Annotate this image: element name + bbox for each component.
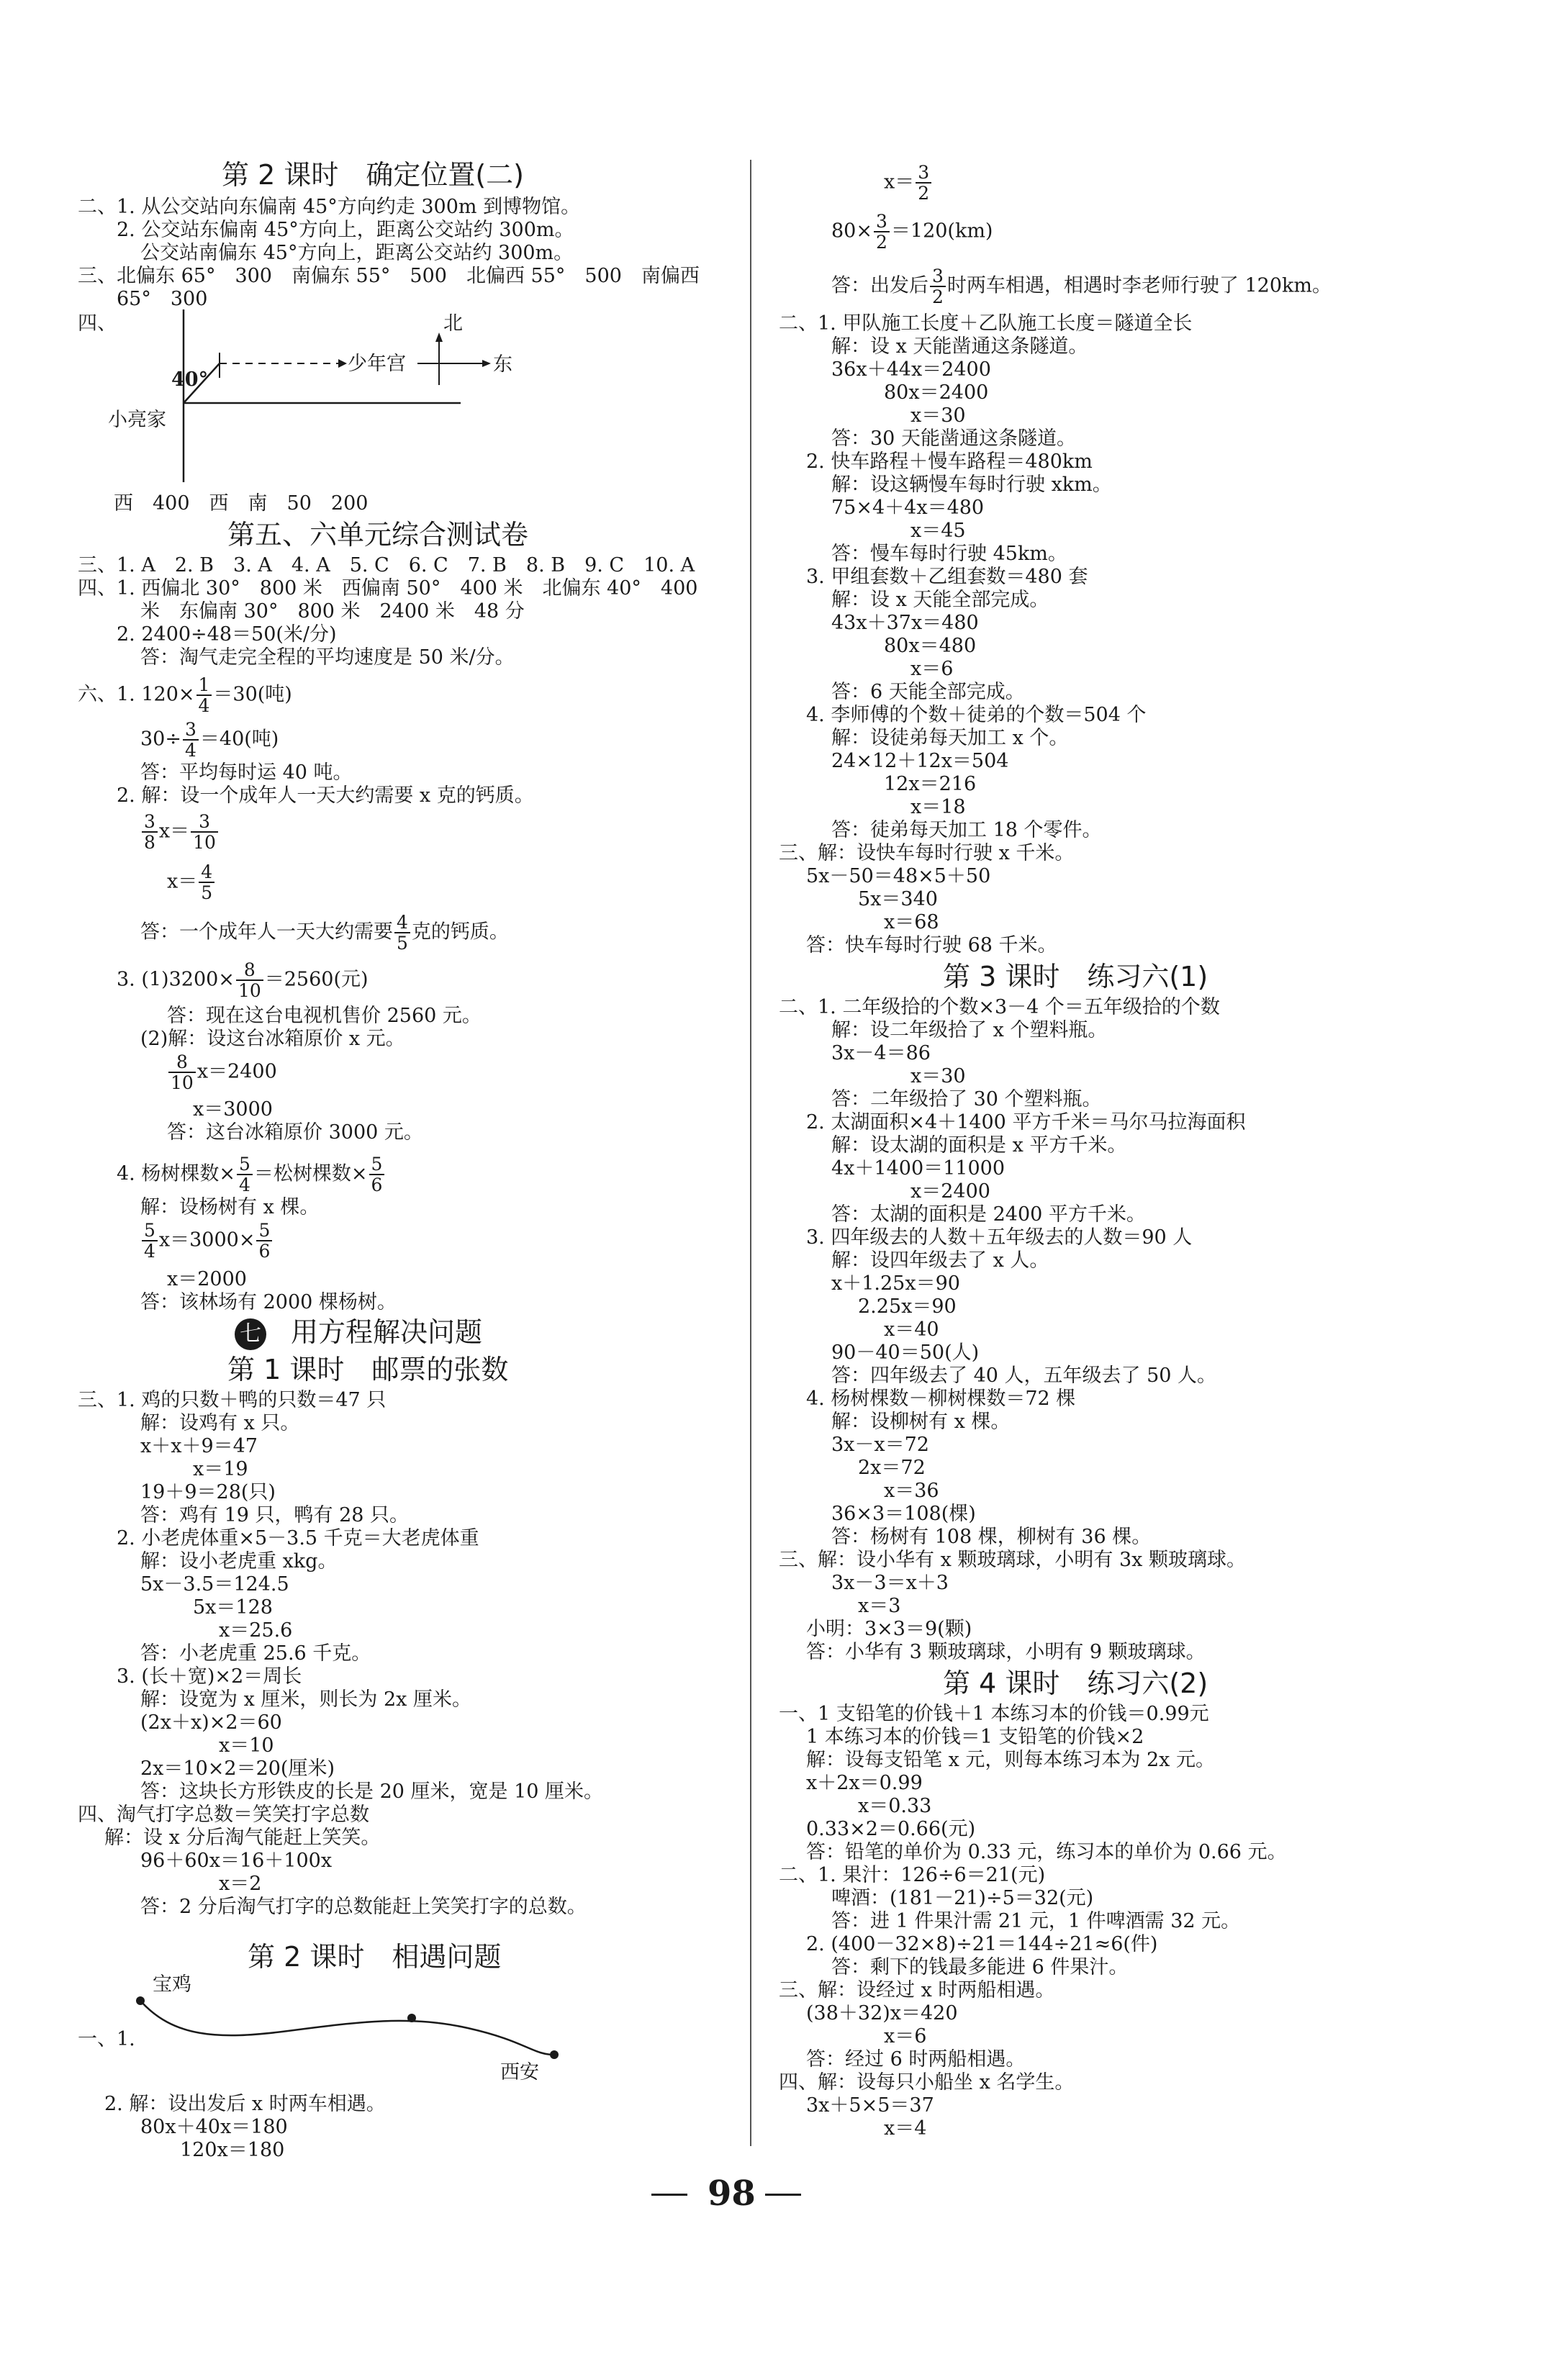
fraction-line: 答：出发后 $\frac{3}{2}$ 时两车相遇，相遇时李老师行驶了 120km。 — [831, 266, 1332, 307]
answer-line: 2. 解：设一个成年人一天大约需要 x 克的钙质。 — [117, 784, 534, 807]
answer-line: 答：这台冰箱原价 3000 元。 — [167, 1121, 423, 1144]
answer-line: 2.25x＝90 — [858, 1295, 957, 1318]
section-title: 第 4 课时 练习六(2) — [943, 1668, 1208, 1699]
answer-line: 2. 2400÷48＝50(米/分) — [117, 623, 337, 646]
answer-line: 三、北偏东 65° 300 南偏东 55° 500 北偏西 55° 500 南偏西 — [78, 265, 700, 287]
answer-line: 三、1. A 2. B 3. A 4. A 5. C 6. C 7. B 8. B 9. C 10. A — [78, 554, 695, 576]
section-title: 第 2 课时 确定位置(二) — [222, 159, 524, 191]
answer-line: 12x＝216 — [884, 773, 977, 795]
answer-line: 19＋9＝28(只) — [140, 1481, 276, 1503]
north-label: 北 — [443, 312, 463, 335]
answer-line: (2)解：设这台冰箱原价 x 元。 — [140, 1028, 405, 1050]
fraction-line: x＝ $\frac{4}{5}$ — [167, 862, 216, 902]
answer-line: 答：慢车每时行驶 45km。 — [831, 543, 1067, 565]
answer-line: 米 东偏南 30° 800 米 2400 米 48 分 — [140, 600, 525, 623]
east-label: 东 — [493, 353, 512, 376]
answer-line: 答：进 1 件果汁需 21 元，1 件啤酒需 32 元。 — [831, 1910, 1241, 1932]
answer-line: 答：30 天能凿通这条隧道。 — [831, 427, 1076, 450]
section-title: 第 3 课时 练习六(1) — [943, 961, 1208, 992]
answer-line: 5x＝340 — [858, 888, 938, 910]
answer-line: 四、1. 西偏北 30° 800 米 西偏南 50° 400 米 北偏东 40° 400 — [78, 577, 698, 599]
answer-line: 三、解：设经过 x 时两船相遇。 — [779, 1979, 1055, 2001]
palace-label: 少年宫 — [348, 353, 406, 375]
answer-line: 答：二年级拾了 30 个塑料瓶。 — [831, 1088, 1102, 1110]
start-city-label: 宝鸡 — [153, 1973, 191, 1996]
answer-line: 解：设每支铅笔 x 元，则每本练习本为 2x 元。 — [806, 1749, 1215, 1771]
answer-line: 24×12＋12x＝504 — [831, 750, 1009, 772]
answer-line: 答：6 天能全部完成。 — [831, 681, 1025, 703]
answer-line: 四、 — [78, 312, 117, 335]
answer-line: 答：太湖的面积是 2400 平方千米。 — [831, 1203, 1146, 1226]
answer-line: 三、解：设快车每时行驶 x 千米。 — [779, 842, 1075, 864]
answer-line: 5x－50＝48×5＋50 — [806, 865, 991, 887]
end-city-label: 西安 — [500, 2061, 539, 2083]
fraction-line: 4. 杨树棵数× $\frac{5}{4}$ ＝松树棵数× $\frac{5}{6}$ — [117, 1154, 386, 1195]
answer-line: 65° 300 — [117, 288, 208, 310]
answer-line: 96＋60x＝16＋100x — [140, 1850, 333, 1872]
answer-line: 4. 杨树棵数－柳树棵数＝72 棵 — [806, 1388, 1076, 1410]
route-diagram — [130, 1986, 561, 2073]
fraction-line: $\frac{3}{8}$ x＝ $\frac{3}{10}$ — [140, 812, 220, 852]
page-number-dash — [651, 2194, 687, 2196]
angle-label: 40° — [171, 368, 209, 391]
answer-line: 解：设 x 天能凿通这条隧道。 — [831, 335, 1088, 358]
answer-line: (2x＋x)×2＝60 — [140, 1711, 282, 1734]
answer-line: 4. 李师傅的个数＋徒弟的个数＝504 个 — [806, 704, 1147, 726]
answer-line: 答：小华有 3 颗玻璃球，小明有 9 颗玻璃球。 — [806, 1641, 1206, 1663]
fraction-line: 答：一个成年人一天大约需要 $\frac{4}{5}$ 克的钙质。 — [140, 912, 509, 954]
answer-line: x＝36 — [884, 1480, 939, 1502]
section-title: 第五、六单元综合测试卷 — [227, 519, 529, 551]
answer-line: 1 本练习本的价钱＝1 支铅笔的价钱×2 — [806, 1726, 1144, 1748]
fraction-line: $\frac{8}{10}$ x＝2400 — [167, 1052, 277, 1092]
answer-line: 三、1. 鸡的只数＋鸭的只数＝47 只 — [78, 1389, 387, 1411]
answer-line: 80x＋40x＝180 — [140, 2116, 288, 2138]
answer-line: 四、解：设每只小船坐 x 名学生。 — [779, 2071, 1075, 2094]
answer-line: x＋x＋9＝47 — [140, 1435, 258, 1457]
answer-line: 5x＝128 — [193, 1596, 273, 1619]
answer-line: 80x＝2400 — [884, 381, 989, 404]
fraction-line: 80× $\frac{3}{2}$ ＝120(km) — [831, 211, 993, 253]
answer-line: x＝30 — [910, 404, 966, 427]
answer-line: 解：设鸡有 x 只。 — [140, 1412, 300, 1434]
answer-line: (38＋32)x＝420 — [806, 2002, 958, 2024]
answer-line: 解：设柳树有 x 棵。 — [831, 1411, 1011, 1433]
answer-line: 解：设这辆慢车每时行驶 xkm。 — [831, 474, 1112, 496]
answer-line: 答：四年级去了 40 人，五年级去了 50 人。 — [831, 1365, 1217, 1387]
answer-line: 答：杨树有 108 棵，柳树有 36 棵。 — [831, 1526, 1152, 1548]
answer-line: x＝6 — [910, 658, 954, 680]
answer-line: 答：鸡有 19 只，鸭有 28 只。 — [140, 1504, 410, 1526]
fraction-line: 30÷ $\frac{3}{4}$ ＝40(吨) — [140, 719, 279, 761]
home-label: 小亮家 — [108, 409, 166, 431]
answer-line: 三、解：设小华有 x 颗玻璃球，小明有 3x 颗玻璃球。 — [779, 1549, 1246, 1571]
answer-line: x＝30 — [910, 1065, 966, 1087]
section-title: 第 1 课时 邮票的张数 — [227, 1354, 509, 1385]
answer-line: x＋1.25x＝90 — [831, 1272, 960, 1295]
answer-line: 二、1. 果汁：126÷6＝21(元) — [779, 1864, 1046, 1886]
answer-line: 二、1. 二年级拾的个数×3－4 个＝五年级拾的个数 — [779, 996, 1220, 1018]
answer-line: 2. (400－32×8)÷21＝144÷21≈6(件) — [806, 1933, 1158, 1955]
column-divider — [750, 160, 751, 2146]
answer-line: x＝25.6 — [219, 1619, 293, 1642]
answer-line: x＝18 — [910, 796, 966, 818]
answer-line: 2x＝10×2＝20(厘米) — [140, 1757, 335, 1780]
fraction-line: $\frac{5}{4}$ x＝3000× $\frac{5}{6}$ — [140, 1221, 274, 1261]
answer-line: 答：平均每时运 40 吨。 — [140, 761, 353, 784]
answer-line: x＝3000 — [193, 1098, 273, 1121]
answer-line: 答：小老虎重 25.6 千克。 — [140, 1642, 371, 1665]
answer-line: 答：经过 6 时两船相遇。 — [806, 2048, 1026, 2071]
answer-line: 43x＋37x＝480 — [831, 612, 979, 634]
answer-line: 解：设二年级拾了 x 个塑料瓶。 — [831, 1019, 1108, 1041]
answer-line: 90－40＝50(人) — [831, 1341, 980, 1364]
answer-line: x＝10 — [219, 1734, 274, 1757]
answer-line: 二、1. 从公交站向东偏南 45°方向约走 300m 到博物馆。 — [78, 196, 581, 218]
answer-line: 一、1 支铅笔的价钱＋1 本练习本的价钱＝0.99元 — [779, 1703, 1209, 1725]
answer-line: 答：现在这台电视机售价 2560 元。 — [167, 1005, 482, 1027]
answer-line: 36x＋44x＝2400 — [831, 358, 991, 381]
answer-line: 解：设小老虎重 xkg。 — [140, 1550, 338, 1573]
answer-line: x＝2 — [219, 1873, 262, 1895]
answer-line: 0.33×2＝0.66(元) — [806, 1818, 976, 1840]
fraction-line: 六、1. 120× $\frac{1}{4}$ ＝30(吨) — [78, 674, 292, 716]
answer-line: x＝0.33 — [858, 1795, 932, 1817]
fraction-line: 3. (1)3200× $\frac{8}{10}$ ＝2560(元) — [117, 959, 369, 1001]
answer-line: 公交站南偏东 45°方向上，距离公交站约 300m。 — [140, 242, 574, 264]
answer-line: x＝40 — [884, 1318, 939, 1341]
answer-line: 啤酒：(181－21)÷5＝32(元) — [831, 1887, 1094, 1909]
answer-line: 小明：3×3＝9(颗) — [806, 1618, 972, 1640]
answer-line: 3x－3＝x＋3 — [831, 1572, 949, 1594]
answer-line: 5x－3.5＝124.5 — [140, 1573, 289, 1596]
answer-line: x＝2400 — [910, 1180, 990, 1203]
answer-line: 四、淘气打字总数＝笑笑打字总数 — [78, 1804, 369, 1826]
answer-line: 解：设四年级去了 x 人。 — [831, 1249, 1049, 1272]
answer-line: 解：设杨树有 x 棵。 — [140, 1196, 320, 1218]
answer-line: 答：淘气走完全程的平均速度是 50 米/分。 — [140, 646, 515, 669]
answer-line: 答：这块长方形铁皮的长是 20 厘米，宽是 10 厘米。 — [140, 1781, 604, 1803]
answer-line: x＝2000 — [167, 1268, 247, 1290]
answer-line: x＝45 — [910, 520, 966, 542]
answer-line: 答：徒弟每天加工 18 个零件。 — [831, 819, 1102, 841]
answer-line: 2. 公交站东偏南 45°方向上，距离公交站约 300m。 — [117, 219, 574, 241]
answer-line: 36×3＝108(棵) — [831, 1503, 976, 1525]
answer-line: 3x－4＝86 — [831, 1042, 931, 1064]
section-title: 第 2 课时 相遇问题 — [248, 1941, 502, 1973]
answer-line: x＝4 — [884, 2117, 927, 2140]
answer-line: 答：剩下的钱最多能进 6 件果汁。 — [831, 1956, 1129, 1978]
answer-line: 答：2 分后淘气打字的总数能赶上笑笑打字的总数。 — [140, 1896, 587, 1918]
page-number: 98 — [708, 2173, 756, 2214]
answer-line: 4x＋1400＝11000 — [831, 1157, 1006, 1180]
answer-line: 75×4＋4x＝480 — [831, 497, 985, 519]
unit-badge: 七 — [235, 1318, 266, 1350]
answer-line: 2. 太湖面积×4＋1400 平方千米＝马尔马拉海面积 — [806, 1111, 1246, 1134]
unit-title: 七 用方程解决问题 — [235, 1316, 482, 1350]
answer-line: 3. 四年级去的人数＋五年级去的人数＝90 人 — [806, 1226, 1193, 1249]
answer-line: 3. 甲组套数＋乙组套数＝480 套 — [806, 566, 1088, 588]
answer-line: 2. 快车路程＋慢车路程＝480km — [806, 451, 1093, 473]
answer-line: 3x－x＝72 — [831, 1434, 929, 1456]
answer-line: 80x＝480 — [884, 635, 977, 657]
answer-line: 解：设徒弟每天加工 x 个。 — [831, 727, 1069, 749]
answer-line: 西 400 西 南 50 200 — [114, 492, 369, 515]
answer-line: x＋2x＝0.99 — [806, 1772, 923, 1794]
answer-line: 答：铅笔的单价为 0.33 元，练习本的单价为 0.66 元。 — [806, 1841, 1287, 1863]
answer-line: 2. 小老虎体重×5－3.5 千克＝大老虎体重 — [117, 1527, 479, 1549]
answer-line: 解：设太湖的面积是 x 平方千米。 — [831, 1134, 1127, 1157]
answer-line: 答：快车每时行驶 68 千米。 — [806, 934, 1057, 956]
answer-line: 二、1. 甲队施工长度＋乙队施工长度＝隧道全长 — [779, 312, 1193, 335]
answer-line: 3x＋5×5＝37 — [806, 2094, 934, 2117]
question-label: 一、1. — [78, 2028, 135, 2050]
answer-line: x＝3 — [858, 1595, 901, 1617]
direction-diagram — [108, 309, 518, 489]
fraction-line: x＝ $\frac{3}{2}$ — [884, 163, 933, 203]
answer-line: 2x＝72 — [858, 1457, 926, 1479]
answer-line: 2. 解：设出发后 x 时两车相遇。 — [104, 2093, 386, 2115]
answer-line: 3. (长＋宽)×2＝周长 — [117, 1665, 302, 1688]
answer-line: 解：设宽为 x 厘米，则长为 2x 厘米。 — [140, 1688, 471, 1711]
answer-line: x＝68 — [884, 911, 939, 933]
answer-line: 答：该林场有 2000 棵杨树。 — [140, 1291, 397, 1313]
answer-line: 120x＝180 — [180, 2139, 285, 2161]
page-number-dash — [765, 2194, 801, 2196]
answer-line: x＝19 — [193, 1458, 248, 1480]
answer-line: 解：设 x 分后淘气能赶上笑笑。 — [104, 1827, 381, 1849]
answer-line: 解：设 x 天能全部完成。 — [831, 589, 1049, 611]
answer-line: x＝6 — [884, 2025, 927, 2048]
